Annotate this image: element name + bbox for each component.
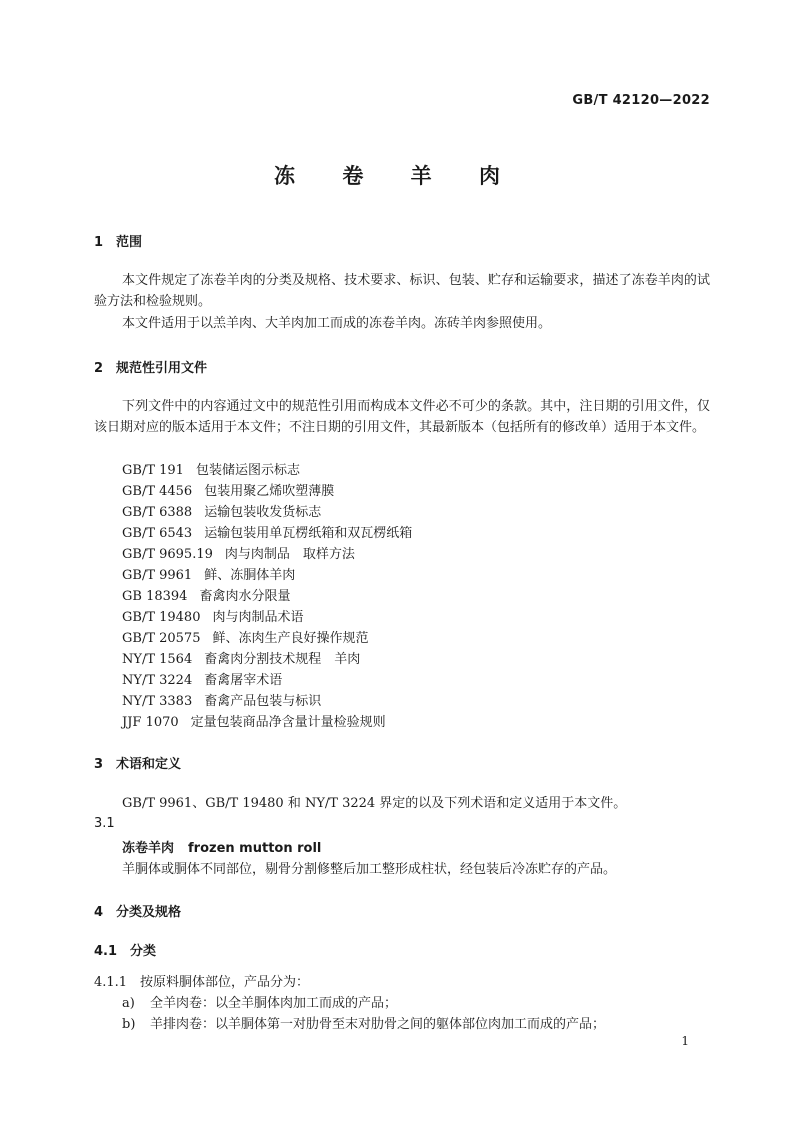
subsection-number: 4.1 xyxy=(94,944,118,959)
section-title: 规范性引用文件 xyxy=(116,361,208,376)
section-title: 术语和定义 xyxy=(116,757,182,772)
scope-paragraph-1: 本文件规定了冻卷羊肉的分类及规格、技术要求、标识、包装、贮存和运输要求，描述了冻卷羊肉的试验方法和检验规则。 xyxy=(94,273,710,309)
page-number: 1 xyxy=(681,1034,689,1048)
term-entry xyxy=(122,837,321,856)
scope-paragraph-2: 本文件适用于以羔羊肉、大羊肉加工而成的冻卷羊肉。冻砖羊肉参照使用。 xyxy=(122,316,552,331)
reference-item xyxy=(122,585,290,604)
standard-number: GB/T 42120—2022 xyxy=(572,93,710,108)
reference-title: 包装用聚乙烯吹塑薄膜 xyxy=(204,484,335,499)
reference-code: NY/T 1564 xyxy=(122,652,193,667)
term-chinese: 冻卷羊肉 xyxy=(122,841,175,856)
reference-code: GB/T 4456 xyxy=(122,484,193,499)
reference-code: GB/T 6543 xyxy=(122,526,193,541)
reference-code: NY/T 3383 xyxy=(122,694,193,709)
reference-code: NY/T 3224 xyxy=(122,673,193,688)
reference-title: 包装储运图示标志 xyxy=(195,463,300,478)
section-number: 4 xyxy=(94,905,104,920)
reference-item xyxy=(122,648,360,667)
reference-code: JJF 1070 xyxy=(122,715,179,730)
reference-title: 畜禽屠宰术语 xyxy=(204,673,283,688)
reference-code: GB/T 20575 xyxy=(122,631,201,646)
reference-title: 运输包装用单瓦楞纸箱和双瓦楞纸箱 xyxy=(204,526,413,541)
section-heading-normative-references xyxy=(94,357,207,376)
list-text: 羊排肉卷：以羊胴体第一对肋骨至末对肋骨之间的躯体部位肉加工而成的产品； xyxy=(150,1017,606,1032)
subsection-title: 分类 xyxy=(130,944,157,959)
reference-code: GB/T 9961 xyxy=(122,568,193,583)
reference-code: GB/T 9695.19 xyxy=(122,547,213,562)
subsection-heading-classification xyxy=(94,940,156,959)
reference-title: 畜禽肉水分限量 xyxy=(199,589,291,604)
list-text: 全羊肉卷：以全羊胴体肉加工而成的产品； xyxy=(150,996,398,1011)
terms-intro-paragraph: GB/T 9961、GB/T 19480 和 NY/T 3224 界定的以及下列术语和定义适用于本文件。 xyxy=(122,796,627,811)
reference-title: 肉与肉制品 取样方法 xyxy=(224,547,355,562)
section-heading-classification xyxy=(94,901,181,920)
section-number: 1 xyxy=(94,235,104,250)
reference-item xyxy=(122,711,386,730)
section-number: 2 xyxy=(94,361,104,376)
reference-item xyxy=(122,459,300,478)
reference-title: 运输包装收发货标志 xyxy=(204,505,322,520)
reference-code: GB 18394 xyxy=(122,589,188,604)
list-marker: a) xyxy=(122,996,135,1011)
reference-item xyxy=(122,501,321,520)
reference-title: 鲜、冻胴体羊肉 xyxy=(204,568,296,583)
term-number: 3.1 xyxy=(94,816,115,831)
document-title: 冻 卷 羊 肉 xyxy=(274,164,520,188)
reference-title: 畜禽肉分割技术规程 羊肉 xyxy=(204,652,361,667)
reference-code: GB/T 191 xyxy=(122,463,184,478)
reference-title: 畜禽产品包装与标识 xyxy=(204,694,322,709)
reference-title: 肉与肉制品术语 xyxy=(212,610,304,625)
reference-item xyxy=(122,543,355,562)
clause-4-1-1 xyxy=(94,971,309,990)
section-heading-scope xyxy=(94,231,142,250)
reference-item xyxy=(122,669,282,688)
list-item xyxy=(122,1013,605,1032)
reference-item xyxy=(122,606,304,625)
list-marker: b) xyxy=(122,1017,136,1032)
section-title: 范围 xyxy=(116,235,143,250)
term-definition: 羊胴体或胴体不同部位，剔骨分割修整后加工整形成柱状，经包装后冷冻贮存的产品。 xyxy=(122,862,617,877)
reference-title: 鲜、冻肉生产良好操作规范 xyxy=(212,631,369,646)
list-item xyxy=(122,992,397,1011)
term-english: frozen mutton roll xyxy=(188,841,322,856)
reference-item xyxy=(122,480,334,499)
clause-text: 按原料胴体部位，产品分为： xyxy=(140,975,310,990)
reference-item xyxy=(122,522,412,541)
reference-code: GB/T 19480 xyxy=(122,610,201,625)
section-title: 分类及规格 xyxy=(116,905,182,920)
reference-code: GB/T 6388 xyxy=(122,505,193,520)
clause-number: 4.1.1 xyxy=(94,975,128,990)
reference-item xyxy=(122,627,369,646)
section-number: 3 xyxy=(94,757,104,772)
section-heading-terms-definitions xyxy=(94,753,181,772)
references-intro-paragraph: 下列文件中的内容通过文中的规范性引用而构成本文件必不可少的条款。其中，注日期的引用文件，仅该日期对应的版本适用于本文件；不注日期的引用文件，其最新版本（包括所有的修改单）适用于本文件。 xyxy=(94,399,710,435)
reference-item xyxy=(122,564,295,583)
reference-item xyxy=(122,690,321,709)
reference-title: 定量包装商品净含量计量检验规则 xyxy=(190,715,386,730)
